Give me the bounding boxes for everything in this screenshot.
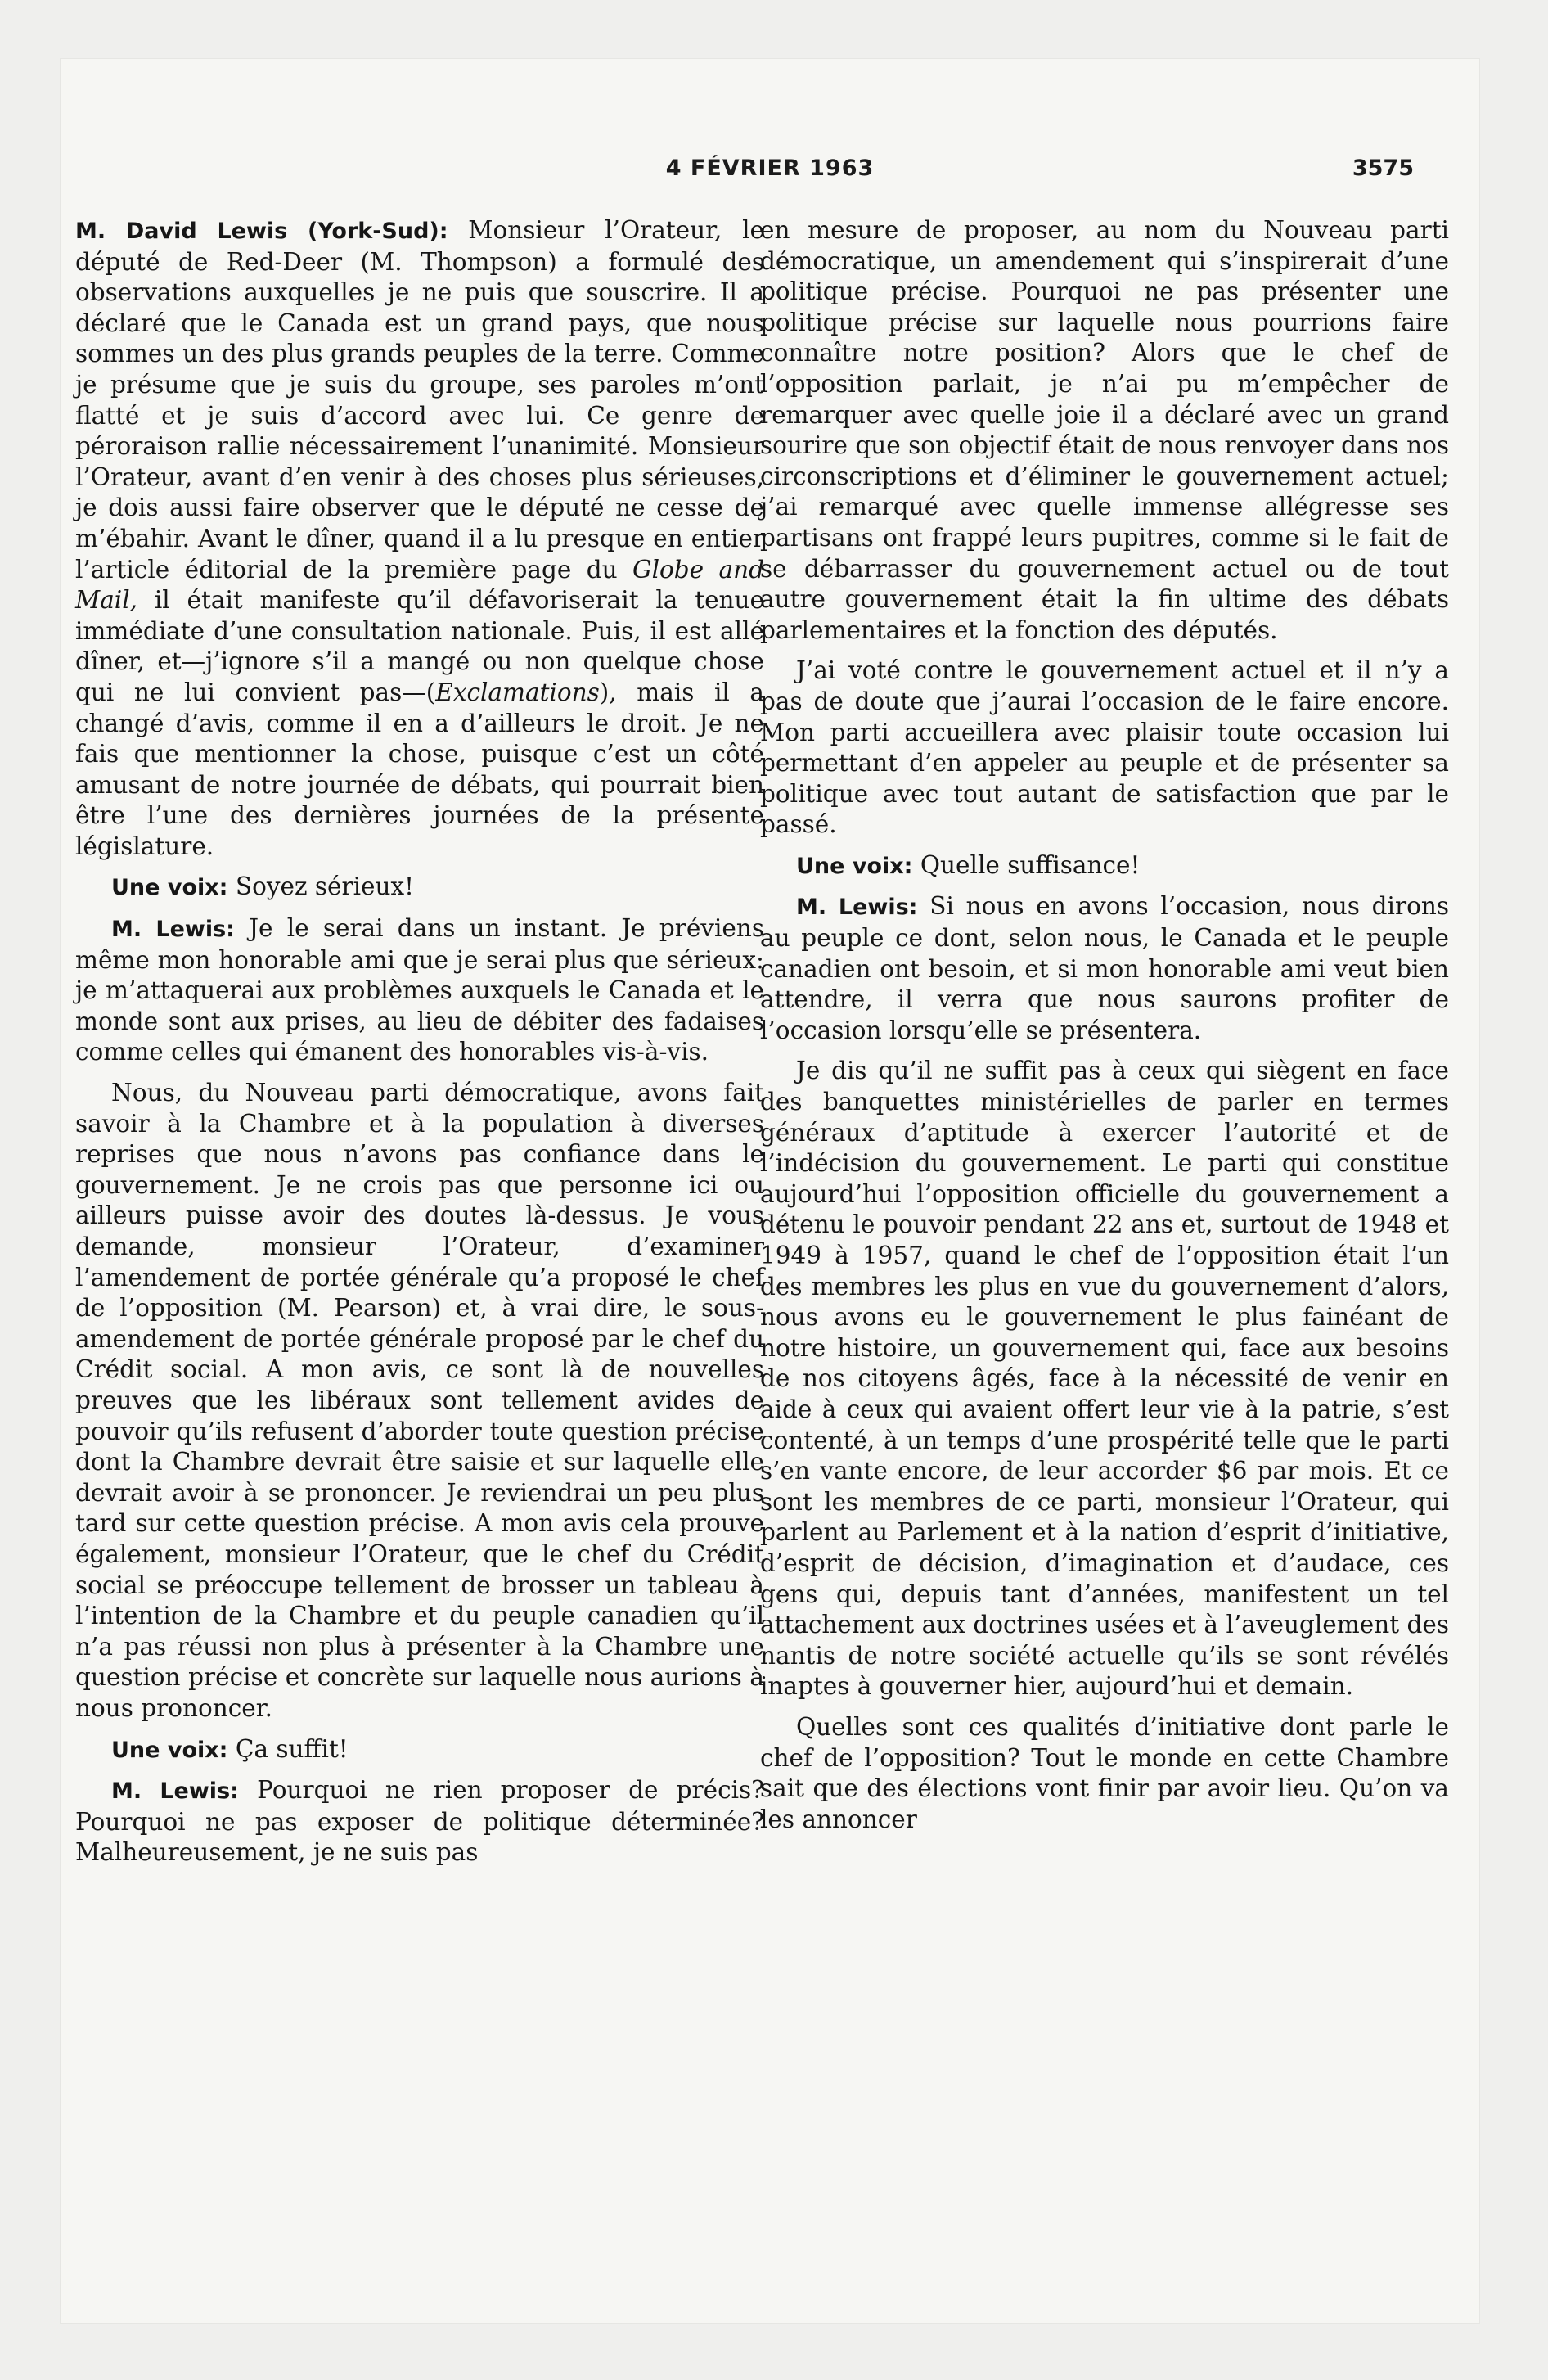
paragraph: [760, 850, 1449, 882]
speaker-name: M. Lewis:: [111, 1778, 239, 1805]
speaker-name: Une voix:: [796, 853, 913, 879]
speech-text: Quelles sont ces qualités d’initiative dont parle le chef de l’opposition? Tout le monde en cette Chambre sait que des élections vont finir par avoir lieu. Qu’on va les annoncer: [760, 1712, 1449, 1833]
speaker-name: M. Lewis:: [796, 895, 918, 921]
speech-text: Quelle suffisance!: [920, 850, 1141, 879]
left-column: [75, 215, 764, 1868]
running-header: [61, 156, 1479, 188]
stage-direction: Exclamations: [435, 678, 600, 706]
right-column: [760, 215, 1449, 1835]
speech-text: Soyez sérieux!: [235, 872, 414, 901]
paragraph: [760, 215, 1449, 646]
speech-text: Ça suffit!: [235, 1734, 349, 1763]
speaker-name: M. Lewis:: [111, 917, 235, 943]
speech-text: en mesure de proposer, au nom du Nouveau parti démocratique, un amendement qui s’inspirerait d’une politique précise. Pourquoi ne pas présenter une politique précise sur laquelle nous pourrions faire connaître notre position? Alors que le chef de l’opposition parlait, je n’ai pu m’empêcher de remarquer avec quelle joie il a déclaré avec un grand sourire que son objectif était de nous renvoyer dans nos circonscriptions et d’éliminer le gouvernement actuel; j’ai remarqué avec quelle immense allégresse ses partisans ont frappé leurs pupitres, comme si le fait de se débarrasser du gouvernement actuel ou de tout autre gouvernement était la fin ultime des débats parlementaires et la fonction des députés.: [760, 216, 1449, 644]
page-date: 4 FÉVRIER 1963: [665, 156, 875, 181]
speech-text: il était manifeste qu’il défavoriserait la tenue immédiate d’une consultation nationale. Puis, il est allé dîner, et—j’ignore s’il a mangé ou non quelque chose qui ne lui convient pas—(: [75, 586, 764, 706]
paragraph: [75, 1078, 764, 1724]
speaker-name: Une voix:: [111, 875, 228, 901]
paragraph: [75, 913, 764, 1068]
paragraph: [75, 872, 764, 904]
paragraph: [75, 215, 764, 862]
paragraph: [760, 891, 1449, 1046]
paragraph: [75, 1734, 764, 1766]
paragraph: [760, 656, 1449, 841]
speech-text: Nous, du Nouveau parti démocratique, avons fait savoir à la Chambre et à la population à diverses reprises que nous n’avons pas confiance dans le gouvernement. Je ne crois pas que personne ici ou ailleurs puisse avoir des doutes là-dessus. Je vous demande, monsieur l’Orateur, d’examiner l’amendement de portée générale qu’a proposé le chef de l’opposition (M. Pearson) et, à vrai dire, le sous-amendement de portée générale proposé par le chef du Crédit social. A mon avis, ce sont là de nouvelles preuves que les libéraux sont tellement avides de pouvoir qu’ils refusent d’aborder toute question précise dont la Chambre devrait être saisie et sur laquelle elle devrait avoir à se prononcer. Je reviendrai un peu plus tard sur cette question précise. A mon avis cela prouve également, monsieur l’Orateur, que le chef du Crédit social se préoccupe tellement de brosser un tableau à l’intention de la Chambre et du peuple canadien qu’il n’a pas réussi non plus à présenter à la Chambre une question précise et concrète sur laquelle nous aurions à nous prononcer.: [75, 1079, 764, 1722]
page-number: 3575: [1352, 156, 1414, 181]
speech-text: Pourquoi ne rien proposer de précis? Pourquoi ne pas exposer de politique déterminée? Malheureusement, je ne suis pas: [75, 1776, 764, 1867]
paragraph: [760, 1056, 1449, 1702]
speech-text: Monsieur l’Orateur, le député de Red-Deer (M. Thompson) a formulé des observations auxquelles je ne puis que souscrire. Il a déclaré que le Canada est un grand pays, que nous sommes un des plus grands peuples de la terre. Comme je présume que je suis du groupe, ses paroles m’ont flatté et je suis d’accord avec lui. Ce genre de péroraison rallie nécessairement l’unanimité. Monsieur l’Orateur, avant d’en venir à des choses plus sérieuses, je dois aussi faire observer que le député ne cesse de m’ébahir. Avant le dîner, quand il a lu presque en entier l’article éditorial de la première page du: [75, 216, 764, 584]
paragraph: [75, 1775, 764, 1868]
publication-title: Globe and Mail,: [75, 555, 765, 615]
speech-text: Je le serai dans un instant. Je préviens même mon honorable ami que je serai plus que sérieux: je m’attaquerai aux problèmes auxquels le Canada et le monde sont aux prises, au lieu de débiter des fadaises comme celles qui émanent des honorables vis-à-vis.: [75, 914, 764, 1066]
paragraph: [760, 1712, 1449, 1835]
speech-text: Je dis qu’il ne suffit pas à ceux qui siègent en face des banquettes ministérielles de parler en termes généraux d’aptitude à exercer l’autorité et de l’indécision du gouvernement. Le parti qui constitue aujourd’hui l’opposition officielle du gouvernement a détenu le pouvoir pendant 22 ans et, surtout de 1948 et 1949 à 1957, quand le chef de l’opposition était l’un des membres les plus en vue du gouvernement d’alors, nous avons eu le gouvernement le plus fainéant de notre histoire, un gouvernement qui, face aux besoins de nos citoyens âgés, face à la nécessité de venir en aide à ceux qui avaient offert leur vie à la patrie, s’est contenté, à un temps d’une prospérité telle que le parti s’en vante encore, de leur accorder $6 par mois. Et ce sont les membres de ce parti, monsieur l’Orateur, qui parlent au Parlement et à la nation d’esprit d’initiative, d’esprit de décision, d’imagination et d’audace, ces gens qui, depuis tant d’années, manifestent un tel attachement aux doctrines usées et à l’aveuglement des nantis de notre société actuelle qu’ils se sont révélés inaptes à gouverner hier, aujourd’hui et demain.: [760, 1057, 1449, 1701]
speech-text: J’ai voté contre le gouvernement actuel et il n’y a pas de doute que j’aurai l’occasion de le faire encore. Mon parti accueillera avec plaisir toute occasion lui permettant d’en appeler au peuple et de présenter sa politique avec tout autant de satisfaction que par le passé.: [760, 656, 1449, 839]
speaker-name: Une voix:: [111, 1737, 228, 1763]
speech-text: Si nous en avons l’occasion, nous dirons au peuple ce dont, selon nous, le Canada et le peuple canadien ont besoin, et si mon honorable ami veut bien attendre, il verra que nous saurons profiter de l’occasion lorsqu’elle se présentera.: [760, 892, 1449, 1044]
speaker-name: M. David Lewis (York-Sud):: [75, 219, 448, 244]
speech-text: ), mais il a changé d’avis, comme il en a d’ailleurs le droit. Je ne fais que mentionner la chose, puisque c’est un côté amusant de notre journée de débats, qui pourrait bien être l’une des dernières journées de la présente législature.: [75, 678, 764, 860]
